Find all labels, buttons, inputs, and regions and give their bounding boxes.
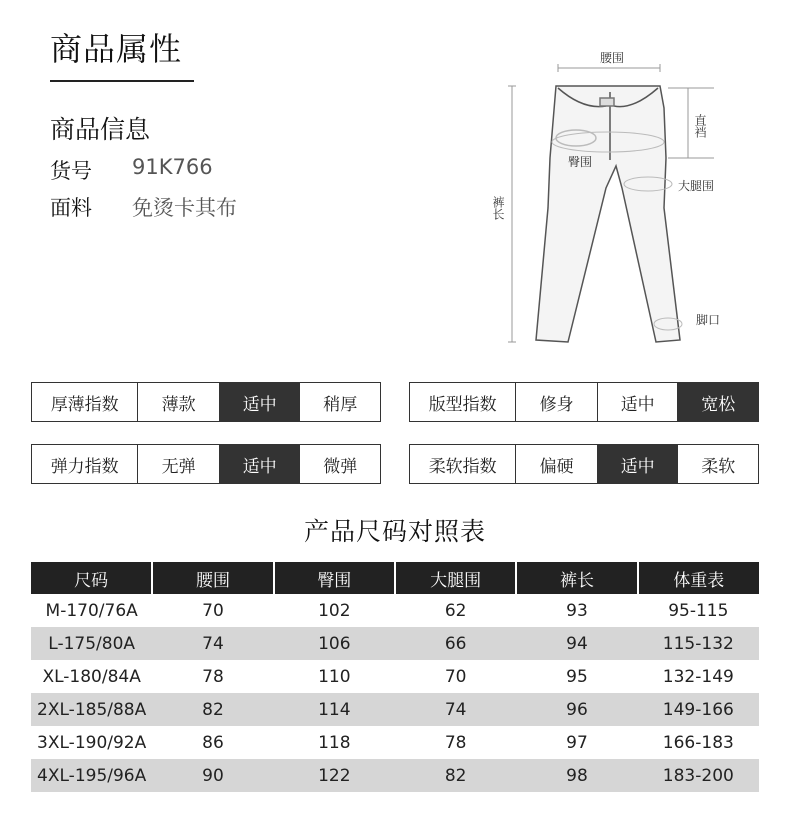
info-key: 货号 xyxy=(50,159,92,183)
table-cell: 118 xyxy=(318,732,351,753)
table-cell: 132-149 xyxy=(662,666,734,687)
table-header: 尺码 xyxy=(31,562,152,594)
index-option-selected: 适中 xyxy=(597,445,678,483)
index-softness xyxy=(409,444,759,484)
index-label: 版型指数 xyxy=(428,394,497,415)
info-key: 面料 xyxy=(50,196,92,220)
pants-measurement-diagram xyxy=(488,48,748,348)
table-cell: XL-180/84A xyxy=(42,666,141,687)
table-cell: 166-183 xyxy=(662,732,734,753)
table-header: 腰围 xyxy=(152,562,273,594)
table-cell: 95-115 xyxy=(668,600,729,621)
index-elasticity xyxy=(31,444,381,484)
table-cell: 93 xyxy=(566,600,588,621)
label-hem: 脚口 xyxy=(696,313,721,327)
section-subtitle: 商品信息 xyxy=(50,115,151,144)
table-row xyxy=(31,693,759,726)
table-row xyxy=(31,660,759,693)
table-cell: 4XL-195/96A xyxy=(31,759,152,792)
table-cell: 74 xyxy=(152,627,273,660)
index-option: 偏硬 xyxy=(515,445,597,483)
table-cell: 94 xyxy=(516,627,637,660)
info-row-sku xyxy=(50,155,213,185)
table-header: 大腿围 xyxy=(395,562,516,594)
label-rise: 直裆 xyxy=(693,114,707,138)
table-cell: 114 xyxy=(274,693,395,726)
index-option: 薄款 xyxy=(137,383,219,421)
table-cell: 102 xyxy=(318,600,351,621)
table-cell: 66 xyxy=(395,627,516,660)
table-header-row xyxy=(31,562,759,594)
table-cell: 70 xyxy=(444,666,467,687)
label-waist: 腰围 xyxy=(600,51,625,65)
page-title: 商品属性 xyxy=(50,30,183,68)
table-cell: 78 xyxy=(202,666,224,687)
table-cell: 110 xyxy=(318,666,351,687)
index-label: 厚薄指数 xyxy=(50,394,119,415)
table-cell: 82 xyxy=(395,759,516,792)
label-length: 裤长 xyxy=(491,196,505,220)
table-cell: 122 xyxy=(274,759,395,792)
table-row xyxy=(31,759,759,792)
info-value: 91K766 xyxy=(132,155,213,179)
size-table xyxy=(31,562,759,792)
label-thigh: 大腿围 xyxy=(678,179,715,193)
table-cell: 149-166 xyxy=(638,693,759,726)
index-option: 稍厚 xyxy=(299,383,380,421)
index-option: 柔软 xyxy=(677,445,758,483)
table-header: 裤长 xyxy=(516,562,637,594)
table-cell: 115-132 xyxy=(638,627,759,660)
index-option: 无弹 xyxy=(137,445,219,483)
table-cell: 82 xyxy=(152,693,273,726)
table-cell: 97 xyxy=(566,732,588,753)
table-cell: 2XL-185/88A xyxy=(31,693,152,726)
table-cell: M-170/76A xyxy=(45,600,138,621)
index-option: 适中 xyxy=(597,383,678,421)
table-cell: 78 xyxy=(444,732,467,753)
table-cell: 74 xyxy=(395,693,516,726)
index-label: 柔软指数 xyxy=(428,456,497,477)
table-cell: 96 xyxy=(516,693,637,726)
table-cell: 70 xyxy=(202,600,224,621)
index-option: 微弹 xyxy=(299,445,380,483)
table-cell: L-175/80A xyxy=(31,627,152,660)
table-cell: 106 xyxy=(274,627,395,660)
title-underline xyxy=(50,80,194,82)
size-table-title: 产品尺码对照表 xyxy=(303,517,486,546)
info-value: 免烫卡其布 xyxy=(132,196,237,220)
table-cell: 62 xyxy=(444,600,467,621)
index-option-selected: 适中 xyxy=(219,445,300,483)
table-cell: 90 xyxy=(152,759,273,792)
index-option: 修身 xyxy=(515,383,597,421)
pants-illustration xyxy=(536,86,680,342)
index-fit xyxy=(409,382,759,422)
table-row xyxy=(31,726,759,759)
table-cell: 95 xyxy=(566,666,588,687)
table-row xyxy=(31,627,759,660)
info-row-fabric xyxy=(50,192,237,222)
index-label: 弹力指数 xyxy=(50,456,119,477)
table-cell: 183-200 xyxy=(638,759,759,792)
table-cell: 86 xyxy=(202,732,224,753)
label-hip: 臀围 xyxy=(568,155,593,169)
index-thickness xyxy=(31,382,381,422)
table-header: 体重表 xyxy=(638,562,759,594)
index-option-selected: 适中 xyxy=(219,383,300,421)
index-option-selected: 宽松 xyxy=(677,383,758,421)
table-header: 臀围 xyxy=(274,562,395,594)
table-cell: 3XL-190/92A xyxy=(37,732,147,753)
table-cell: 98 xyxy=(516,759,637,792)
table-row xyxy=(31,594,759,627)
